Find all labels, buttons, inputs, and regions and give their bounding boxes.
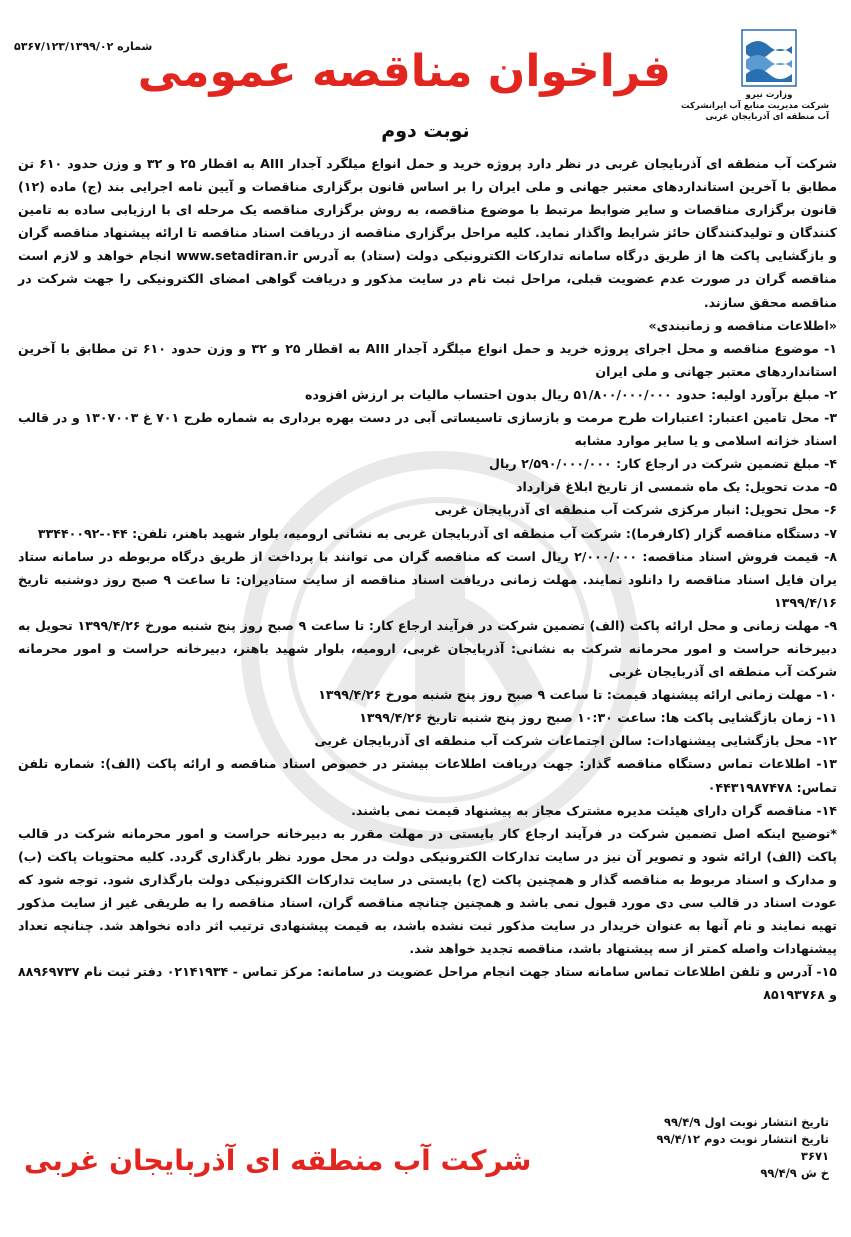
second-publication-date: تاریخ انتشار نوبت دوم ۹۹/۴/۱۲ <box>656 1132 829 1146</box>
note-paragraph: *توضیح اینکه اصل تضمین شرکت در فرآیند ارجاع کار بایستی در مهلت مقرر به دبیرخانه حراست و امور محرمانه شرکت در قالب پاکت (الف) ارائه شود و تصویر آن نیز در سایت تدارکات الکترونیکی دولت در محل مورد نظر بارگذاری گردد. کلیه محتویات پاکت (ب) و مدارک و اسناد مربوط به مناقصه گذار و همچنین پاکت (ج) بایستی در سایت تدارکات الکترونیکی دولت بارگذاری شود. توجه شود که عودت اسناد در قالب سی دی مورد قبول نمی باشد و همچنین چنانچه مناقصه گران، اسناد مناقصه را به طریقی غیر از سایت مذکور تهیه نمایند و نام آنها به عنوان خریدار در سایت مذکور ثبت نشده باشد، به قیمت پیشنهادی ترتیب اثر داده نخواهد شد. چنانچه تعداد پیشنهادات واصله کمتر از سه پیشنهاد باشد، مناقصه تجدید خواهد شد. <box>18 825 837 957</box>
logo-line-regional-company: آب منطقه ای آذربایجان غربی <box>705 112 829 122</box>
list-item: ۱- موضوع مناقصه و محل اجرای پروژه خرید و حمل انواع میلگرد آجدار AIII به اقطار ۲۵ و ۳۲ و وزن حدود ۶۱۰ تن مطابق با آخرین استانداردهای معتبر جهانی و ملی ایران <box>18 340 837 379</box>
publication-code: ۳۶۷۱ <box>800 1149 829 1163</box>
list-item: ۱۴- مناقصه گران دارای هیئت مدیره مشترک مجاز به پیشنهاد قیمت نمی باشند. <box>351 802 837 818</box>
list-item: ۸- قیمت فروش اسناد مناقصه: ۲/۰۰۰/۰۰۰ ریال است که مناقصه گران می توانند با پرداخت از طریق درگاه مربوطه در سامانه ستاد یران فایل اسناد مناقصه را دانلود نمایند. مهلت زمانی دریافت اسناد مناقصه از سایت ستادیران: تا ساعت ۹ صبح روز دوشنبه تاریخ ۱۳۹۹/۴/۱۶ <box>18 548 837 610</box>
logo-line-parent-company: شرکت مدیریت منابع آب ایرانشرکت <box>680 101 829 111</box>
list-item: ۱۵- آدرس و تلفن اطلاعات تماس سامانه ستاد جهت انجام مراحل عضویت در سامانه: مرکز تماس - ۰۲۱۴۱۹۳۴ دفتر ثبت نام ۸۸۹۶۹۷۳۷ و ۸۵۱۹۳۷۶۸ <box>18 964 837 1003</box>
list-item: ۱۳- اطلاعات تماس دستگاه مناقصه گذار: جهت دریافت اطلاعات بیشتر در خصوص اسناد مناقصه و ارائه پاکت (الف): شماره تلفن تماس: ۰۴۴۳۱۹۸۷۴۷۸ <box>18 756 837 795</box>
notice-body <box>18 152 837 1006</box>
footer-company-name: شرکت آب منطقه ای آذربایجان غربی <box>24 1144 532 1177</box>
logo-line-ministry: وزارت نیرو <box>745 90 793 100</box>
list-item: ۱۰- مهلت زمانی ارائه پیشنهاد قیمت: تا ساعت ۹ صبح روز پنج شنبه مورخ ۱۳۹۹/۴/۲۶ <box>318 687 837 703</box>
publication-info <box>579 1114 829 1182</box>
list-item: ۴- مبلغ تضمین شرکت در ارجاع کار: ۲/۵۹۰/۰۰۰/۰۰۰ ریال <box>489 456 837 472</box>
first-publication-date: تاریخ انتشار نوبت اول ۹۹/۴/۹ <box>663 1115 829 1129</box>
reference-number: شماره ۵۳۶۷/۱۲۳/۱۳۹۹/۰۲ <box>14 40 153 53</box>
list-item: ۱۱- زمان بازگشایی پاکت ها: ساعت ۱۰:۳۰ صبح روز پنج شنبه تاریخ ۱۳۹۹/۴/۲۶ <box>359 710 837 726</box>
list-item: ۹- مهلت زمانی و محل ارائه پاکت (الف) تضمین شرکت در فرآیند ارجاع کار: تا ساعت ۹ صبح روز پنج شنبه مورخ ۱۳۹۹/۴/۲۶ تحویل به دبیرخانه حراست و امور محرمانه شرکت به نشانی: آذربایجان غربی، ارومیه، بلوار شهید باهنر، دبیرخانه حراست و امور محرمانه شرکت آب منطقه ای آذربایجان غربی <box>18 617 838 680</box>
list-item: ۳- محل تامین اعتبار: اعتبارات طرح مرمت و بازسازی تاسیساتی آبی در دست بهره برداری به شماره طرح ۷۰۱ غ ۱۳۰۷۰۰۳ و در قالب اسناد خزانه اسلامی و یا سایر موارد مشابه <box>18 410 838 449</box>
publication-ref: خ ش ۹۹/۴/۹ <box>760 1166 829 1180</box>
section-heading: «اطلاعات مناقصه و زمانبندی» <box>648 317 837 333</box>
ministry-logo <box>680 28 829 140</box>
intro-paragraph: شرکت آب منطقه ای آذربایجان غربی در نظر دارد پروژه خرید و حمل انواع میلگرد آجدار AIII به اقطار ۲۵ و ۳۲ و وزن حدود ۶۱۰ تن مطابق با آخرین استانداردهای معتبر جهانی و ملی ایران را بر اساس قانون برگزاری مناقصات و آیین نامه اجرایی بند (ج) ماده (۱۲) قانون برگزاری مناقصات و سایر ضوابط مرتبط با موضوع مناقصه، به روش برگزاری مناقصه یک مرحله ای با ارزیابی ساده به تامین کنندگان و تولیدکنندگان حائز شرایط واگذار نماید. کلیه مراحل برگزاری مناقصه از دریافت اسناد مناقصه تا ارائه پیشنهاد مناقصه گران و بازگشایی پاکت ها از طریق درگاه سامانه تدارکات الکترونیکی دولت (ستاد) به آدرس www.setadiran.ir انجام خواهد و لازم است مناقصه گران در صورت عدم عضویت قبلی، مراحل ثبت نام در سایت مذکور و دریافت گواهی امضای الکترونیکی را جهت شرکت در مناقصه محقق سازند. <box>18 156 837 310</box>
list-item: ۵- مدت تحویل: یک ماه شمسی از تاریخ ابلاغ قرارداد <box>516 479 837 495</box>
list-item: ۷- دستگاه مناقصه گزار (کارفرما): شرکت آب منطقه ای آذربایجان غربی به نشانی ارومیه، بلوار شهید باهنر، تلفن: ۰۴۴-۳۳۴۴۰۰۹۲ <box>37 525 837 541</box>
notice-title: فراخوان مناقصه عمومی <box>137 46 671 97</box>
notice-round: نوبت دوم <box>381 120 470 142</box>
water-company-logo-icon <box>740 28 798 88</box>
list-item: ۱۲- محل بازگشایی پیشنهادات: سالن اجتماعات شرکت آب منطقه ای آذربایجان غربی <box>314 733 837 749</box>
list-item: ۲- مبلغ برآورد اولیه: حدود ۵۱/۸۰۰/۰۰۰/۰۰۰ ریال بدون احتساب مالیات بر ارزش افزوده <box>305 386 837 402</box>
list-item: ۶- محل تحویل: انبار مرکزی شرکت آب منطقه ای آذربایجان غربی <box>434 502 837 518</box>
